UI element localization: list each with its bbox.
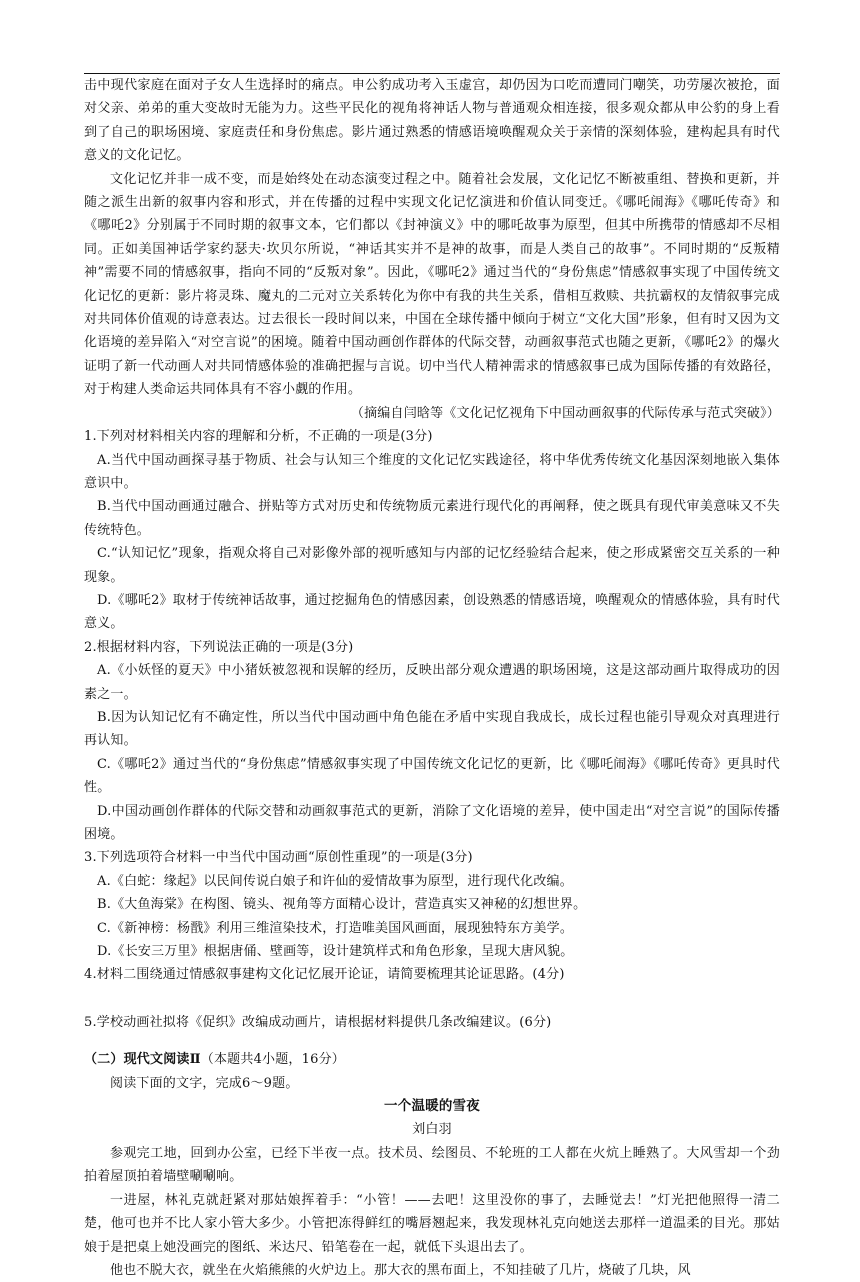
story-paragraph-2: 一进屋，林礼克就赶紧对那姑娘挥着手：“小管！——去吧！这里没你的事了，去睡觉去！”灯光把他照得一清二楚，他可也并不比人家小管大多少。小管把冻得鲜红的嘴唇翘起来，我发现林礼克向她送去那样一道温柔的目光。那姑娘于是把桌上她没画完的图纸、米达尺、铅笔卷在一起，就低下头退出去了。 (84, 1192, 780, 1255)
question-stem: 3.下列选项符合材料一中当代中国动画“原创性重现”的一项是(3分) (84, 850, 473, 866)
option-a: A.《小妖怪的夏天》中小猪妖被忽视和误解的经历，反映出部分观众遭遇的职场困境，这是这部动画片取得成功的因素之一。 (84, 663, 780, 702)
option-b: B.因为认知记忆有不确定性，所以当代中国动画中角色能在矛盾中实现自我成长，成长过程也能引导观众对真理进行再认知。 (84, 709, 780, 749)
exam-page (84, 74, 780, 1282)
article-paragraph-2: 文化记忆并非一成不变，而是始终处在动态演变过程之中。随着社会发展，文化记忆不断被重组、替换和更新，并随之派生出新的叙事内容和形式，并在传播的过程中实现文化记忆演进和价值认同变迁。《哪吒闹海》《哪吒传奇》和《哪吒2》分别属于不同时期的叙事文本，它们都以《封神演义》中的哪吒故事为原型，但其中所携带的情感却不尽相同。正如美国神话学家约瑟夫·坎贝尔所说，“神话其实并不是神的故事，而是人类自己的故事”。不同时期的“反叛精神”需要不同的情感叙事，指向不同的“反叛对象”。因此，《哪吒2》通过当代的“身份焦虑”情感叙事实现了中国传统文化记忆的更新：影片将灵珠、魔丸的二元对立关系转化为你中有我的共生关系，借相互救赎、共抗霸权的友情叙事完成对共同体价值观的诗意表达。过去很长一段时间以来，中国在全球传播中倾向于树立“文化大国”形象，但有时又因为文化语境的差异陷入“对空言说”的困境。随着中国动画创作群体的代际交替，动画叙事范式也随之更新，《哪吒2》的爆火证明了新一代动画人对共同情感体验的准确把握与言说。切中当代人精神需求的情感叙事已成为国际传播的有效路径，对于构建人类命运共同体具有不容小觑的作用。 (84, 171, 780, 398)
story-paragraph-3: 他也不脱大衣，就坐在火焰熊熊的火炉边上。那大衣的黑布面上，不知挂破了几片，烧破了几块，风 (110, 1262, 691, 1278)
answer-space (84, 987, 780, 1011)
reading-section-2 (84, 1048, 780, 1282)
question-stem: 2.根据材料内容，下列说法正确的一项是(3分) (84, 639, 354, 655)
answer-space (84, 1034, 780, 1048)
option-c: C.《新神榜：杨戬》利用三维渲染技术，打造唯美国风画面，展现独特东方美学。 (97, 920, 574, 936)
question-5 (84, 1011, 780, 1034)
question-1 (84, 425, 780, 636)
option-c: C.“认知记忆”现象，指观众将自己对影像外部的视听感知与内部的记忆经验结合起来，使之形成紧密交互关系的一种现象。 (84, 546, 780, 585)
option-d: D.《哪吒2》取材于传统神话故事，通过挖掘角色的情感因素，创设熟悉的情感语境，唤醒观众的情感体验，具有时代意义。 (84, 592, 780, 632)
story-author: 刘白羽 (412, 1122, 452, 1138)
article-text (84, 74, 780, 425)
section-score-note: （本题共4小题，16分） (200, 1052, 345, 1068)
section-heading (84, 1048, 780, 1071)
section-instruction: 阅读下面的文字，完成6～9题。 (110, 1075, 299, 1091)
question-stem: 5.学校动画社拟将《促织》改编成动画片，请根据材料提供几条改编建议。(6分) (84, 1014, 552, 1030)
question-2 (84, 636, 780, 847)
option-b: B.当代中国动画通过融合、拼贴等方式对历史和传统物质元素进行现代化的再阐释，使之既具有现代审美意味又不失传统特色。 (84, 499, 780, 538)
option-a: A.《白蛇：缘起》以民间传说白娘子和许仙的爱情故事为原型，进行现代化改编。 (97, 873, 573, 889)
story-paragraph-1: 参观完工地，回到办公室，已经下半夜一点。技术员、绘图员、不轮班的工人都在火炕上睡熟了。大风雪却一个劲拍着屋顶拍着墙壁唰唰响。 (84, 1145, 780, 1185)
question-stem: 4.材料二围绕通过情感叙事建构文化记忆展开论证，请简要梳理其论证思路。(4分) (84, 967, 565, 983)
article-paragraph-1: 击中现代家庭在面对子女人生选择时的痛点。申公豹成功考入玉虚宫，却仍因为口吃而遭同门嘲笑，功劳屡次被抢，面对父亲、弟弟的重大变故时无能为力。这些平民化的视角将神话人物与普通观众相连接，很多观众都从申公豹的身上看到了自己的职场困境、家庭责任和身份焦虑。影片通过熟悉的情感语境唤醒观众关于亲情的深刻体验，建构起具有时代意义的文化记忆。 (84, 78, 780, 164)
article-source: （摘编自闫晗等《文化记忆视角下中国动画叙事的代际传承与范式突破》） (350, 405, 780, 421)
option-d: D.中国动画创作群体的代际交替和动画叙事范式的更新，消除了文化语境的差异，使中国走出“对空言说”的国际传播困境。 (84, 803, 780, 842)
option-b: B.《大鱼海棠》在构图、镜头、视角等方面精心设计，营造真实又神秘的幻想世界。 (97, 897, 587, 913)
story-title: 一个温暖的雪夜 (384, 1098, 480, 1115)
question-3 (84, 846, 780, 963)
option-c: C.《哪吒2》通过当代的“身份焦虑”情感叙事实现了中国传统文化记忆的更新，比《哪吒闹海》《哪吒传奇》更具时代性。 (84, 756, 780, 796)
section-title: （二）现代文阅读Ⅱ (84, 1052, 201, 1068)
question-stem: 1.下列对材料相关内容的理解和分析，不正确的一项是(3分) (84, 429, 433, 445)
question-4 (84, 963, 780, 986)
option-a: A.当代中国动画探寻基于物质、社会与认知三个维度的文化记忆实践途径，将中华优秀传统文化基因深刻地嵌入集体意识中。 (84, 452, 780, 491)
option-d: D.《长安三万里》根据唐俑、壁画等，设计建筑样式和角色形象，呈现大唐风貌。 (97, 944, 574, 960)
